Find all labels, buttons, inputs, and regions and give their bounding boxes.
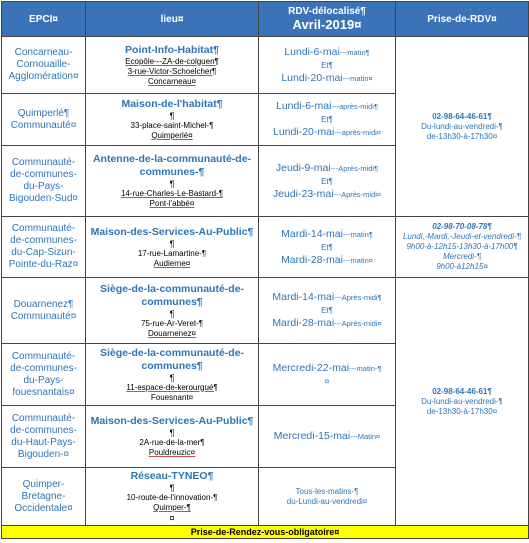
rdv-note: Tous-les-matins-¶ bbox=[295, 486, 359, 496]
epci-line: du-Pays- bbox=[23, 374, 64, 386]
epci-line: Cornouaille- bbox=[16, 59, 71, 70]
rdv-time: ---après-midi¤ bbox=[334, 128, 381, 137]
epci-line: du-Haut-Pays- bbox=[11, 436, 76, 448]
lieu-address: 11-espace-de-kerourgué¶ bbox=[126, 382, 218, 392]
rdv-date: Mardi-28-mai bbox=[281, 253, 343, 266]
header-rdv bbox=[259, 2, 396, 37]
rdv-time: ---matin¶ bbox=[339, 47, 370, 57]
prise-hours: 9h00-à-12h15-13h30-à-17h00¶ bbox=[406, 242, 518, 251]
lieu-city: Quimperlé¤ bbox=[151, 131, 193, 140]
rdv-cell bbox=[259, 146, 396, 217]
lieu-name: Maison-des-Services-Au-Public¶ bbox=[90, 225, 254, 238]
prise-phone: 02-98-64-46-61¶ bbox=[432, 386, 492, 396]
rdv-time: ---matin¶ bbox=[342, 229, 373, 239]
epci-line: Communauté- bbox=[11, 412, 76, 424]
rdv-cell bbox=[259, 94, 396, 146]
rdv-date: Mardi-14-mai bbox=[281, 227, 343, 240]
rdv-date: Lundi-6-mai bbox=[276, 100, 332, 112]
lieu-name: Réseau-TYNEO¶ bbox=[130, 470, 214, 482]
prise-hours: de-13h30-à-17h30¤ bbox=[426, 131, 498, 141]
rdv-time: ---matin¤ bbox=[342, 73, 373, 83]
rdv-date: Jeudi-23-mai bbox=[272, 187, 334, 200]
rdv-date: Mercredi-22-mai bbox=[272, 361, 350, 374]
lieu-cell bbox=[86, 406, 259, 468]
lieu-cell bbox=[86, 146, 259, 217]
lieu-address: 17-rue-Lamartine-¶ bbox=[137, 248, 207, 258]
epci-line: de-communes- bbox=[10, 235, 77, 246]
lieu-name: Antenne-de-la-communauté-de-communes-¶ bbox=[92, 153, 252, 178]
lieu-cell bbox=[86, 344, 259, 406]
rdv-cell bbox=[259, 278, 396, 344]
prise-cell-2 bbox=[396, 217, 529, 278]
rdv-date: Lundi-20-mai bbox=[273, 126, 335, 138]
epci-line: Quimperlé¶ bbox=[17, 107, 70, 119]
rdv-et: Et¶ bbox=[321, 176, 333, 186]
lieu-city: Fouesnant¤ bbox=[150, 392, 194, 402]
rdv-time: ---Après-midi¤ bbox=[333, 189, 382, 199]
epci-line: Communauté- bbox=[11, 223, 76, 234]
rdv-et: Et¶ bbox=[321, 60, 333, 70]
epci-line: Occidentale¤ bbox=[14, 502, 73, 514]
prise-hours: Du-lundi-au-vendredi-¶ bbox=[421, 396, 503, 406]
epci-line: fouesnantais¤ bbox=[12, 386, 75, 398]
epci-cell bbox=[2, 278, 86, 344]
rdv-time: ---Après-midi¶ bbox=[334, 293, 382, 302]
epci-line: de-communes- bbox=[10, 362, 77, 374]
lieu-address: Ecopôle---ZA-de-colguen¶ bbox=[125, 56, 219, 66]
header-rdv-line2: Avril-2019¤ bbox=[292, 17, 362, 32]
prise-hours: Mercredi-¶ bbox=[442, 252, 482, 261]
epci-line: Pointe-du-Raz¤ bbox=[8, 259, 79, 270]
epci-cell bbox=[2, 217, 86, 278]
epci-line: du-Cap-Sizun- bbox=[11, 247, 76, 258]
rdv-time: ---matin-¶ bbox=[349, 363, 382, 373]
lieu-tail: ¤ bbox=[169, 513, 175, 523]
rdv-note: du-Lundi-au-vendredi¤ bbox=[286, 496, 368, 506]
lieu-city: Pont-l'abbé¤ bbox=[149, 199, 195, 208]
lieu-name: Siège-de-la-communauté-de-communes¶ bbox=[99, 346, 245, 372]
lieu-para: ¶ bbox=[169, 179, 175, 189]
lieu-address: 14-rue-Charles-Le-Bastard-¶ bbox=[120, 189, 224, 198]
lieu-para: ¶ bbox=[169, 238, 175, 249]
header-prise: Prise-de-RDV¤ bbox=[396, 2, 529, 37]
prise-hours: Du-lundi-au-vendredi-¶ bbox=[421, 121, 503, 131]
lieu-cell bbox=[86, 94, 259, 146]
lieu-cell bbox=[86, 37, 259, 94]
lieu-para: ¶ bbox=[169, 111, 175, 121]
header-lieu: lieu¤ bbox=[86, 2, 259, 37]
epci-line: Communauté¤ bbox=[10, 119, 77, 131]
lieu-para: ¶ bbox=[169, 372, 175, 383]
lieu-name: Point-Info-Habitat¶ bbox=[125, 43, 219, 56]
epci-line: Communauté¤ bbox=[10, 310, 77, 322]
epci-cell bbox=[2, 94, 86, 146]
rdv-date: Mardi-28-mai bbox=[272, 317, 335, 329]
lieu-cell bbox=[86, 217, 259, 278]
epci-line: de-communes- bbox=[10, 169, 77, 180]
rdv-time: ---matin¤ bbox=[342, 255, 373, 265]
rdv-time: ---Après-midi¤ bbox=[334, 319, 382, 328]
lieu-address: 33-place-saint-Michel-¶ bbox=[130, 121, 214, 130]
lieu-address: 75-rue-Ar-Veret-¶ bbox=[140, 318, 204, 328]
lieu-city: Quimper-¶ bbox=[153, 503, 191, 512]
rdv-cell bbox=[259, 217, 396, 278]
rdv-time: ---après-midi¶ bbox=[331, 102, 378, 111]
rdv-et: Et¶ bbox=[321, 115, 333, 124]
rdv-cell bbox=[259, 37, 396, 94]
rdv-end: ¤ bbox=[324, 376, 330, 386]
header-epci: EPCI¤ bbox=[2, 2, 86, 37]
prise-phone: 02-98-64-46-61¶ bbox=[432, 111, 492, 121]
epci-line: de-communes- bbox=[10, 424, 77, 436]
epci-line: Concarneau- bbox=[14, 47, 73, 58]
prise-hours: Lundi,-Mardi,-Jeudi-et-vendredi-¶ bbox=[402, 232, 522, 241]
rdv-date: Jeudi-9-mai bbox=[275, 161, 331, 174]
rdv-date: Mercredi-15-mai bbox=[273, 430, 351, 442]
lieu-address: 10-route-de-l'innovation-¶ bbox=[126, 493, 218, 502]
lieu-cell bbox=[86, 468, 259, 526]
rdv-et: Et¶ bbox=[321, 306, 333, 315]
lieu-name: Maison-des-Services-Au-Public¶ bbox=[90, 415, 254, 427]
lieu-name: Maison-de-l'habitat¶ bbox=[121, 98, 223, 110]
epci-cell bbox=[2, 468, 86, 526]
rdv-date: Mardi-14-mai bbox=[272, 291, 335, 303]
rdv-cell bbox=[259, 344, 396, 406]
prise-cell-1 bbox=[396, 37, 529, 217]
prise-cell-3 bbox=[396, 278, 529, 526]
rdv-time: ---Après-midi¶ bbox=[330, 163, 379, 173]
epci-cell bbox=[2, 406, 86, 468]
lieu-cell bbox=[86, 278, 259, 344]
epci-cell bbox=[2, 146, 86, 217]
lieu-city: Audierne¤ bbox=[153, 258, 191, 268]
rdv-time: ---Matin¤ bbox=[350, 432, 381, 441]
table-row bbox=[2, 278, 529, 344]
rdv-date: Lundi-6-mai bbox=[284, 45, 340, 58]
lieu-address: 2A-rue-de-la-mer¶ bbox=[139, 438, 205, 447]
table-row bbox=[2, 217, 529, 278]
epci-line: Quimper- bbox=[22, 478, 65, 490]
rdv-table bbox=[1, 1, 529, 539]
prise-hours: de-13h30-à-17h30¤ bbox=[426, 406, 498, 416]
lieu-city: Pouldreuzic¤ bbox=[148, 448, 196, 457]
epci-line: Communauté- bbox=[11, 350, 76, 362]
footer-note: Prise-de-Rendez-vous-obligatoire¤ bbox=[2, 526, 529, 539]
lieu-address: 3-rue-Victor-Schoelcher¶ bbox=[127, 66, 217, 76]
epci-line: Bretagne- bbox=[21, 490, 66, 502]
epci-line: Douarnenez¶ bbox=[13, 298, 74, 310]
epci-line: Bigouden-¤ bbox=[17, 448, 70, 460]
prise-phone: 02-98-70-08-78¶ bbox=[432, 222, 492, 231]
rdv-cell bbox=[259, 468, 396, 526]
rdv-date: Lundi-20-mai bbox=[281, 71, 343, 84]
rdv-et: Et¶ bbox=[321, 242, 333, 252]
epci-line: Bigouden-Sud¤ bbox=[9, 193, 78, 204]
rdv-cell bbox=[259, 406, 396, 468]
epci-line: Communauté- bbox=[11, 157, 76, 168]
lieu-city: Concarneau¤ bbox=[147, 76, 197, 86]
lieu-name: Siège-de-la-communauté-de-communes¶ bbox=[99, 282, 245, 308]
epci-line: Agglomération¤ bbox=[8, 71, 79, 82]
lieu-para: ¶ bbox=[169, 308, 175, 319]
epci-line: du-Pays- bbox=[23, 181, 64, 192]
lieu-para: ¶ bbox=[169, 483, 175, 493]
epci-cell bbox=[2, 37, 86, 94]
footer-row bbox=[2, 526, 529, 539]
lieu-city: Douarnenez¤ bbox=[147, 328, 197, 338]
header-rdv-line1: RDV-délocalisé¶ bbox=[288, 6, 366, 17]
header-row bbox=[2, 2, 529, 37]
prise-hours: 9h00-à12h15¤ bbox=[436, 262, 488, 271]
table-row bbox=[2, 37, 529, 94]
epci-cell bbox=[2, 344, 86, 406]
lieu-para: ¶ bbox=[169, 428, 175, 438]
